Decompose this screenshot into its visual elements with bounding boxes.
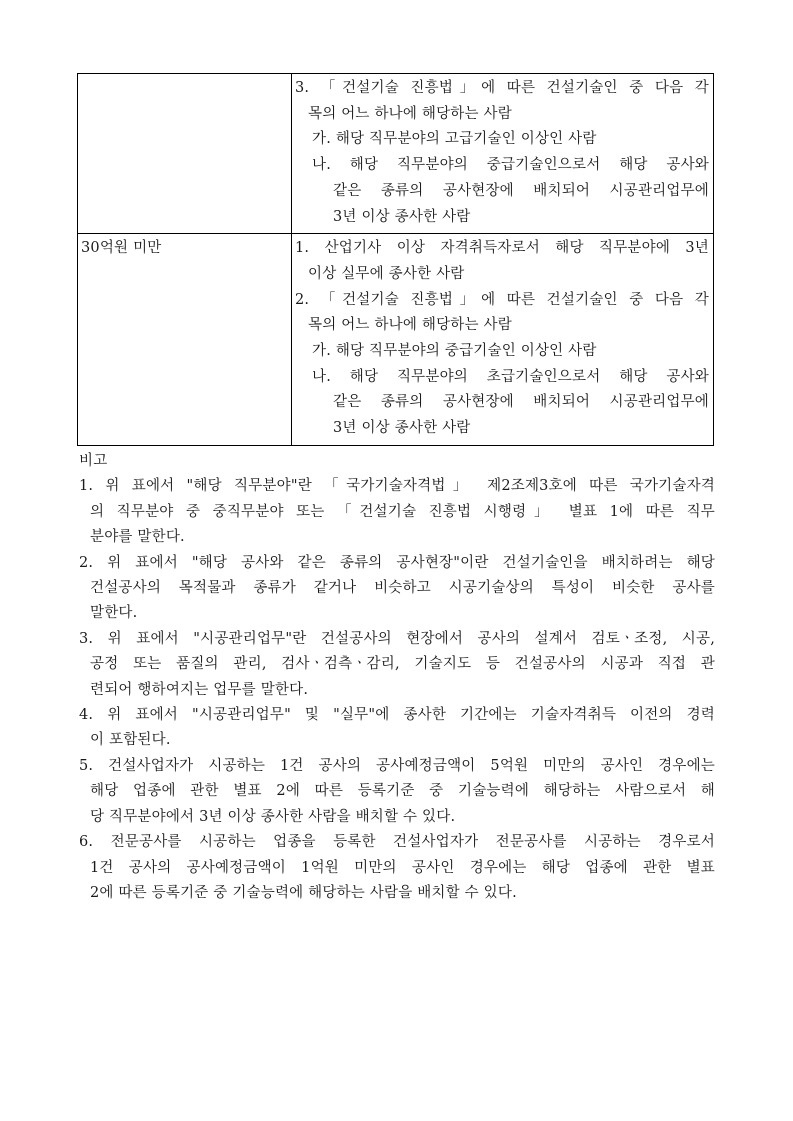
requirement-line: 3. 「건설기술 진흥법」에 따른 건설기술인 중 다음 각: [295, 80, 709, 96]
requirement-line: 2. 「건설기술 진흥법」에 따른 건설기술인 중 다음 각: [295, 291, 709, 308]
note-line: 건설공사의 목적물과 종류가 같거나 비슷하고 시공기술상의 특성이 비슷한 공사를: [90, 580, 715, 597]
requirement-line: 가. 해당 직무분야의 중급기술인 이상인 사람: [312, 343, 597, 360]
note-line: 당 직무분야에서 3년 이상 종사한 사람을 배치할 수 있다.: [90, 808, 456, 825]
requirement-line: 나. 해당 직무분야의 중급기술인으로서 해당 공사와: [312, 157, 709, 174]
requirement-line: 3년 이상 종사한 사람: [333, 208, 471, 225]
requirement-line: 같은 종류의 공사현장에 배치되어 시공관리업무에: [333, 394, 709, 411]
requirements-table: [77, 73, 714, 446]
requirement-line: 나. 해당 직무분야의 초급기술인으로서 해당 공사와: [312, 368, 709, 385]
table-cell-requirements: [292, 74, 714, 234]
note-line: 1. 위 표에서 "해당 직무분야"란 「국가기술자격법」 제2조제3호에 따른 국가기술자격: [79, 478, 715, 495]
note-line: 6. 전문공사를 시공하는 업종을 등록한 건설사업자가 전문공사를 시공하는 경우로서: [79, 834, 715, 851]
requirement-line: 3년 이상 종사한 사람: [333, 420, 471, 437]
table-cell-category: [78, 234, 292, 446]
category-label: 30억원 미만: [81, 240, 162, 257]
note-line: 4. 위 표에서 "시공관리업무" 및 "실무"에 종사한 기간에는 기술자격취득 이전의 경력: [79, 707, 715, 724]
requirement-line: 목의 어느 하나에 해당하는 사람: [308, 317, 512, 334]
notes-section: [79, 449, 715, 906]
requirement-line: 이상 실무에 종사한 사람: [308, 265, 465, 282]
note-line: 말한다.: [90, 605, 138, 622]
note-line: 공정 또는 품질의 관리, 검사ㆍ검측ㆍ감리, 기술지도 등 건설공사의 시공과 직접 관: [90, 656, 715, 673]
requirement-line: 1. 산업기사 이상 자격취득자로서 해당 직무분야에 3년: [295, 240, 709, 257]
note-line: 5. 건설사업자가 시공하는 1건 공사의 공사예정금액이 5억원 미만의 공사인 경우에는: [79, 757, 715, 774]
note-line: 2. 위 표에서 "해당 공사와 같은 종류의 공사현장"이란 건설기술인을 배치하려는 해당: [79, 554, 715, 571]
table-cell-requirements: [292, 234, 714, 446]
note-line: 3. 위 표에서 "시공관리업무"란 건설공사의 현장에서 공사의 설계서 검토ㆍ조정, 시공,: [79, 630, 715, 647]
note-line: 련되어 행하여지는 업무를 말한다.: [90, 681, 309, 698]
requirement-line: 가. 해당 직무분야의 고급기술인 이상인 사람: [312, 131, 597, 148]
table-cell-category: [78, 74, 292, 234]
note-line: 2에 따른 등록기준 중 기술능력에 해당하는 사람을 배치할 수 있다.: [90, 884, 517, 901]
note-line: 분야를 말한다.: [90, 529, 185, 546]
requirement-line: 목의 어느 하나에 해당하는 사람: [308, 105, 512, 122]
note-line: 이 포함된다.: [90, 732, 171, 749]
note-line: 1건 공사의 공사예정금액이 1억원 미만의 공사인 경우에는 해당 업종에 관한 별표: [90, 859, 715, 876]
note-line: 의 직무분야 중 중직무분야 또는 「건설기술 진흥법 시행령」 별표 1에 따른 직무: [90, 503, 715, 520]
table-row: [78, 74, 714, 234]
table-row: [78, 234, 714, 446]
requirement-line: 같은 종류의 공사현장에 배치되어 시공관리업무에: [333, 182, 709, 199]
note-line: 해당 업종에 관한 별표 2에 따른 등록기준 중 기술능력에 해당하는 사람으로서 해: [90, 783, 715, 800]
notes-heading: 비고: [79, 453, 108, 469]
